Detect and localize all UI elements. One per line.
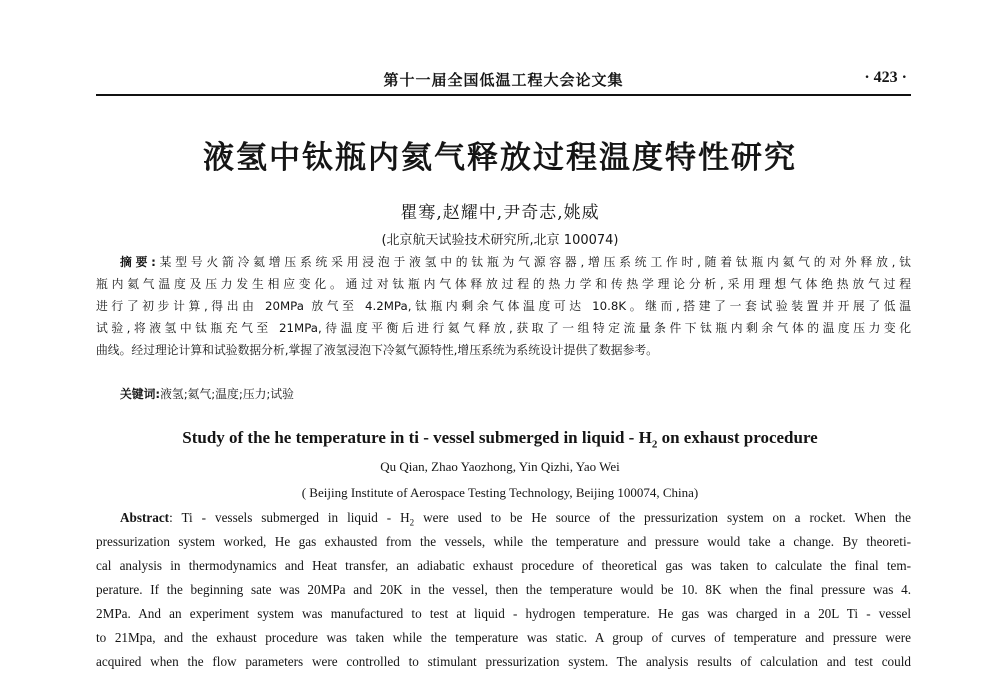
keywords-label-chinese: 关键词: xyxy=(120,387,161,401)
abstract-english-line: 2MPa. And an experiment system was manufactured to test at liquid - hydrogen temperature. He gas was charged in a 20L Ti - vessel xyxy=(96,606,911,621)
header-rule xyxy=(96,94,911,96)
authors-chinese: 瞿骞,赵耀中,尹奇志,姚威 xyxy=(400,203,600,223)
abstract-english-line: pressurization system worked, He gas exhausted from the vessels, while the temperature and pressure would take a change. By theoreti- xyxy=(96,534,911,549)
paper-title-chinese: 液氢中钛瓶内氦气释放过程温度特性研究 xyxy=(203,140,797,176)
abstract-chinese-line: 进行了初步计算,得出由 20MPa 放气至 4.2MPa,钛瓶内剩余气体温度可达 10.8K。继而,搭建了一套试验装置并开展了低温 xyxy=(96,299,911,313)
abstract-english-line: Abstract: Ti - vessels submerged in liquid - $H_2$ were used to be He source of the pressurization system on a rocket. When the xyxy=(120,510,911,528)
page-number: · 423 · xyxy=(864,69,907,86)
abstract-chinese-line: 曲线。经过理论计算和试验数据分析,掌握了液氢浸泡下冷氦气源特性,增压系统为系统设计提供了数据参考。 xyxy=(96,343,658,357)
proceedings-title: 第十一届全国低温工程大会论文集 xyxy=(383,71,624,89)
abstract-english-line: to 21Mpa, and the exhaust procedure was taken while the temperature was static. A group of curves of temperature and pressure were xyxy=(96,630,911,645)
abstract-chinese-line: 瓶内氦气温度及压力发生相应变化。通过对钛瓶内气体释放过程的热力学和传热学理论分析,采用理想气体绝热放气过程 xyxy=(96,277,911,291)
abstract-english-line: cal analysis in thermodynamics and Heat transfer, an adiabatic exhaust procedure of theoretical gas was taken to calculate the final tem- xyxy=(96,558,911,573)
abstract-label-english: Abstract xyxy=(120,510,170,525)
abstract-chinese-line: 试验,将液氢中钛瓶充气至 21MPa,待温度平衡后进行氦气释放,获取了一组特定流量条件下钛瓶内剩余气体的温度压力变化 xyxy=(96,321,911,335)
paper-title-english: Study of the he temperature in ti - vessel submerged in liquid - $H_2$ on exhaust procedure xyxy=(182,428,818,451)
affiliation-english: ( Beijing Institute of Aerospace Testing Technology, Beijing 100074, China) xyxy=(301,485,699,500)
abstract-english xyxy=(96,506,911,674)
abstract-chinese xyxy=(96,251,911,361)
keywords-list-chinese: 液氢;氦气;温度;压力;试验 xyxy=(160,387,294,401)
authors-english: Qu Qian, Zhao Yaozhong, Yin Qizhi, Yao Wei xyxy=(380,459,620,474)
abstract-english-line: perature. If the beginning sate was 20MPa and 20K in the vessel, then the temperature would be 10. 8K when the final pressure was 4. xyxy=(96,582,911,597)
abstract-english-line: acquired when the flow parameters were controlled to stimulant pressurization system. The analysis results of calculation and test could xyxy=(96,654,911,669)
keywords-chinese xyxy=(120,383,294,405)
affiliation-chinese: (北京航天试验技术研究所,北京 100074) xyxy=(381,233,619,248)
running-header xyxy=(96,66,911,96)
abstract-label-chinese: 摘要: xyxy=(120,255,156,269)
abstract-chinese-line: 摘要:某型号火箭冷氦增压系统采用浸泡于液氢中的钛瓶为气源容器,增压系统工作时,随着钛瓶内氦气的对外释放,钛 xyxy=(120,255,911,269)
